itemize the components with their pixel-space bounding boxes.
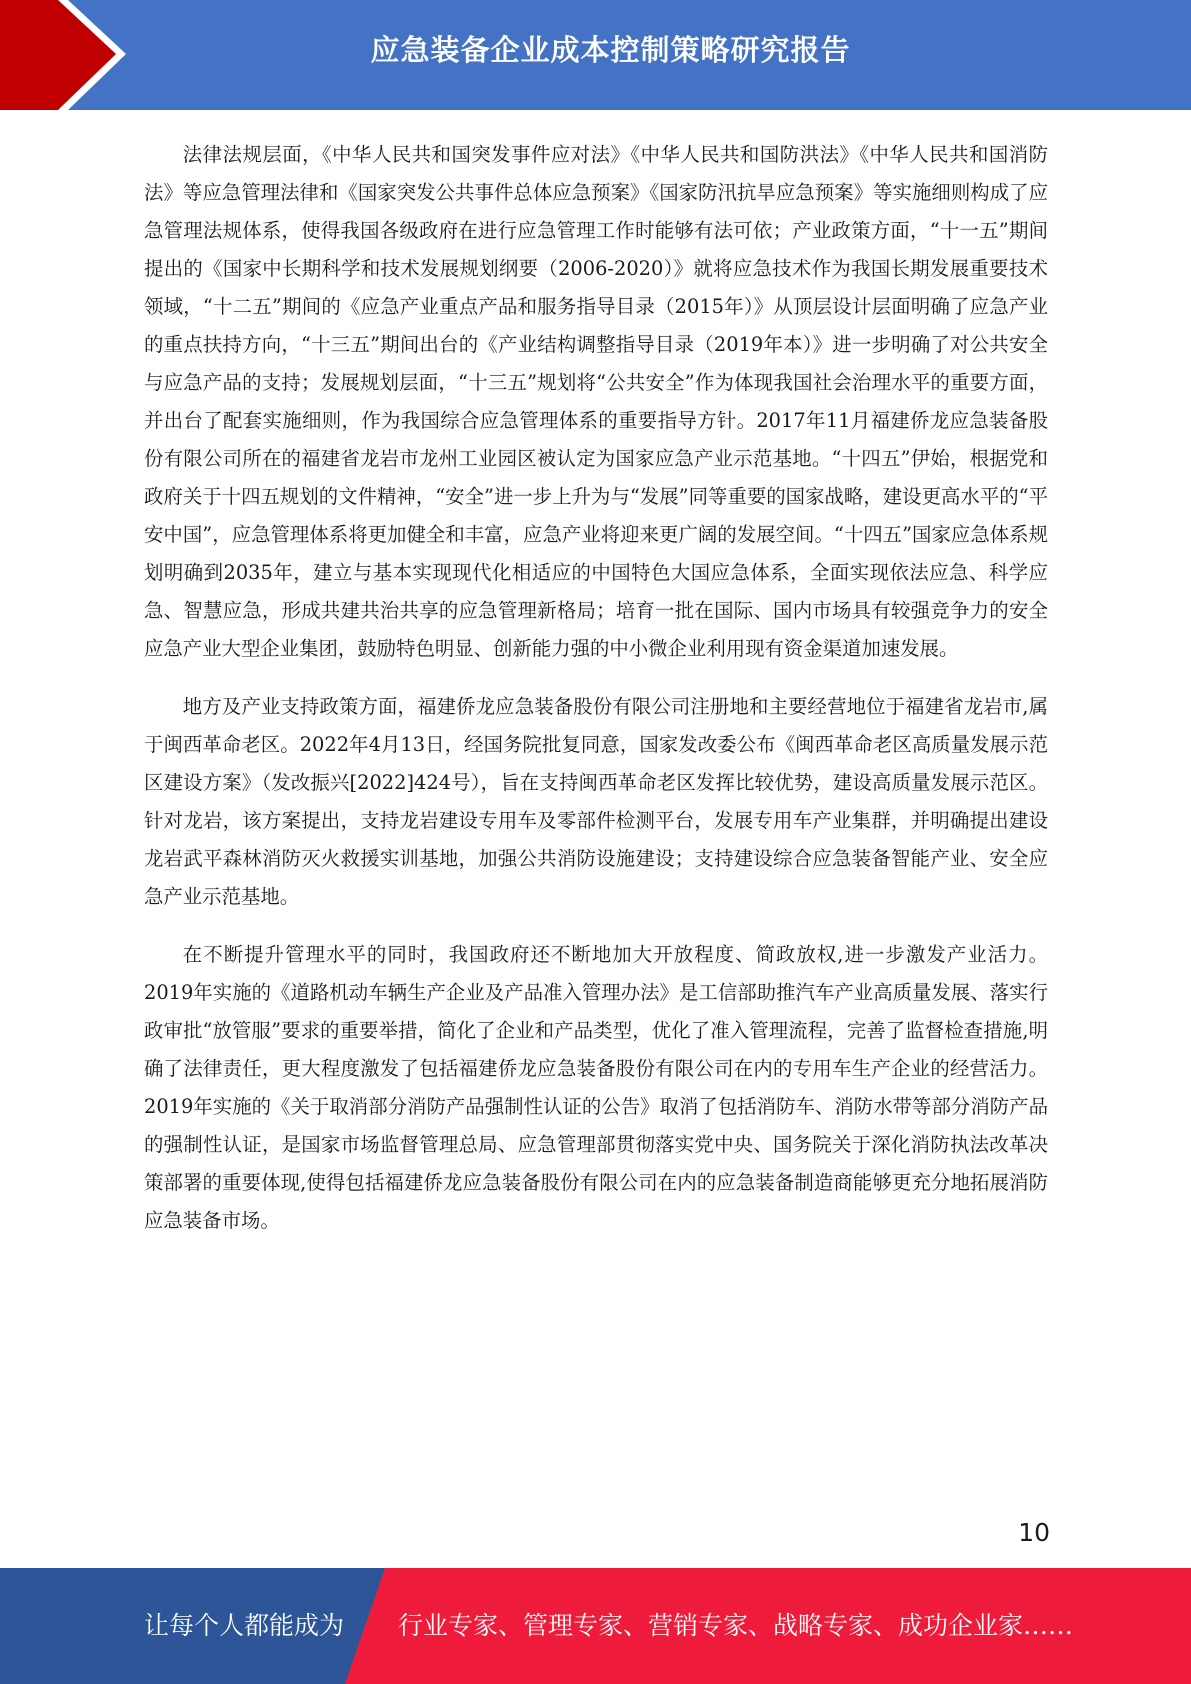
footer-banner <box>0 1568 1191 1684</box>
document-title: 应急装备企业成本控制策略研究报告 <box>370 33 851 67</box>
body-content <box>144 136 1048 1260</box>
footer-slogan-right: 行业专家、管理专家、营销专家、战略专家、成功企业家…… <box>398 1611 1074 1640</box>
paragraph-1: 法律法规层面，《中华人民共和国突发事件应对法》《中华人民共和国防洪法》《中华人民共和国消防法》等应急管理法律和《国家突发公共事件总体应急预案》《国家防汛抗旱应急预案》等实施细则构成了应急管理法规体系，使得我国各级政府在进行应急管理工作时能够有法可依；产业政策方面，“十一五”期间提出的《国家中长期科学和技术发展规划纲要（2006-2020）》就将应急技术作为我国长期发展重要技术领域，“十二五”期间的《应急产业重点产品和服务指导目录（2015年）》从顶层设计层面明确了应急产业的重点扶持方向，“十三五”期间出台的《产业结构调整指导目录（2019年本）》进一步明确了对公共安全与应急产品的支持；发展规划层面，“十三五”规划将“公共安全”作为体现我国社会治理水平的重要方面，并出台了配套实施细则，作为我国综合应急管理体系的重要指导方针。2017年11月福建侨龙应急装备股份有限公司所在的福建省龙岩市龙州工业园区被认定为国家应急产业示范基地。“十四五”伊始，根据党和政府关于十四五规划的文件精神，“安全”进一步上升为与“发展”同等重要的国家战略，建设更高水平的“平安中国”，应急管理体系将更加健全和丰富，应急产业将迎来更广阔的发展空间。“十四五”国家应急体系规划明确到2035年，建立与基本实现现代化相适应的中国特色大国应急体系，全面实现依法应急、科学应急、智慧应急，形成共建共治共享的应急管理新格局；培育一批在国际、国内市场具有较强竞争力的安全应急产业大型企业集团，鼓励特色明显、创新能力强的中小微企业利用现有资金渠道加速发展。 <box>144 143 1048 660</box>
page-number: 10 <box>1018 1518 1050 1547</box>
footer-slogan-left: 让每个人都能成为 <box>144 1611 345 1640</box>
paragraph-3: 在不断提升管理水平的同时，我国政府还不断地加大开放程度、简政放权,进一步激发产业活力。2019年实施的《道路机动车辆生产企业及产品准入管理办法》是工信部助推汽车产业高质量发展、落实行政审批“放管服”要求的重要举措，简化了企业和产品类型，优化了准入管理流程，完善了监督检查措施,明确了法律责任，更大程度激发了包括福建侨龙应急装备股份有限公司在内的专用车生产企业的经营活力。2019年实施的《关于取消部分消防产品强制性认证的公告》取消了包括消防车、消防水带等部分消防产品的强制性认证，是国家市场监督管理总局、应急管理部贯彻落实党中央、国务院关于深化消防执法改革决策部署的重要体现,使得包括福建侨龙应急装备股份有限公司在内的应急装备制造商能够更充分地拓展消防应急装备市场。 <box>144 943 1048 1232</box>
header-banner <box>0 0 1191 110</box>
paragraph-2: 地方及产业支持政策方面，福建侨龙应急装备股份有限公司注册地和主要经营地位于福建省龙岩市,属于闽西革命老区。2022年4月13日，经国务院批复同意，国家发改委公布《闽西革命老区高质量发展示范区建设方案》（发改振兴[2022]424号），旨在支持闽西革命老区发挥比较优势，建设高质量发展示范区。针对龙岩，该方案提出，支持龙岩建设专用车及零部件检测平台，发展专用车产业集群，并明确提出建设龙岩武平森林消防灭火救援实训基地，加强公共消防设施建设；支持建设综合应急装备智能产业、安全应急产业示范基地。 <box>144 695 1048 908</box>
